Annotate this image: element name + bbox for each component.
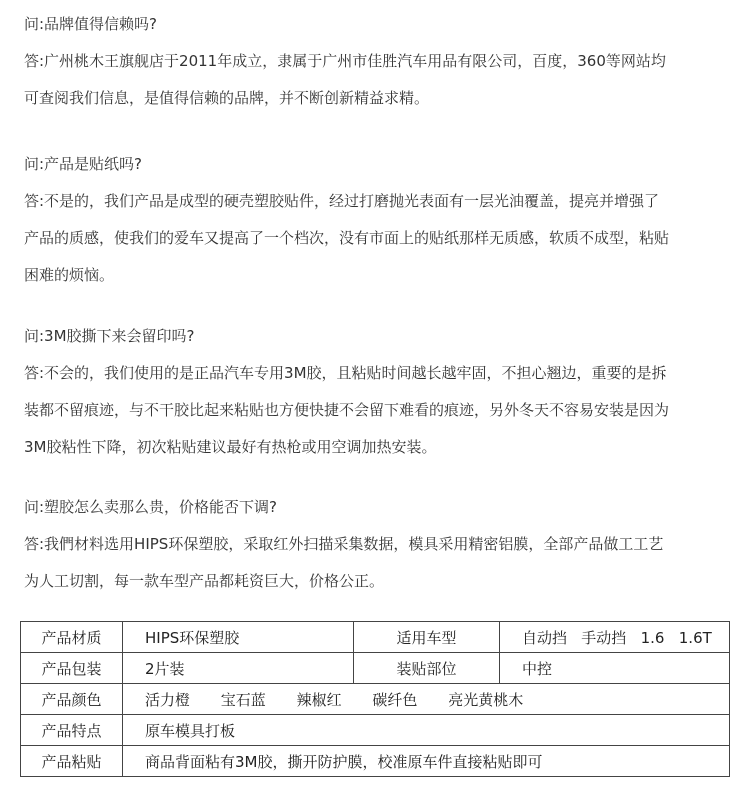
faq-answer-line: 装都不留痕迹，与不干胶比起来粘贴也方便快捷不会留下难看的痕迹，另外冬天不容易安装是因为	[24, 401, 670, 419]
feature-value: 原车模具打板	[123, 715, 730, 746]
color-option: 活力橙	[145, 690, 191, 709]
color-label: 产品颜色	[21, 684, 123, 715]
paste-value: 商品背面粘有3M胶，撕开防护膜，校准原车件直接粘贴即可	[123, 746, 730, 777]
material-label: 产品材质	[21, 622, 123, 653]
faq-question: 问:品牌值得信赖吗?	[24, 15, 158, 33]
faq-answer-line: 产品的质感，使我们的爱车又提高了一个档次，没有市面上的贴纸那样无质感，软质不成型，粘贴	[24, 229, 670, 247]
package-value: 2片装	[123, 653, 354, 684]
position-value: 中控	[500, 653, 730, 684]
faq-answer-line: 答:不是的，我们产品是成型的硬壳塑胶贴件，经过打磨抛光表面有一层光油覆盖，提亮并增强了	[24, 192, 660, 210]
faq-answer-line: 答:广州桃木王旗舰店于2011年成立，隶属于广州市佳胜汽车用品有限公司，百度，360等网站均	[24, 52, 666, 70]
position-label: 装贴部位	[354, 653, 500, 684]
faq-item-3m-glue	[24, 318, 734, 466]
faq-answer-line: 为人工切割，每一款车型产品都耗资巨大，价格公正。	[24, 572, 385, 590]
faq-answer-line: 答:我們材料选用HIPS环保塑胶，采取红外扫描采集数据，模具采用精密铝膜，全部产品做工工艺	[24, 535, 664, 553]
table-row	[21, 746, 730, 777]
faq-answer-line: 可查阅我们信息，是值得信赖的品牌，并不断创新精益求精。	[24, 89, 430, 107]
color-option: 宝石蓝	[220, 690, 266, 709]
faq-answer-line: 困难的烦恼。	[24, 266, 115, 284]
applicable-value: 自动挡 手动挡 1.6 1.6T	[500, 622, 730, 653]
material-value: HIPS环保塑胶	[123, 622, 354, 653]
table-row	[21, 622, 730, 653]
faq-item-price	[24, 489, 734, 600]
applicable-label: 适用车型	[354, 622, 500, 653]
paste-label: 产品粘贴	[21, 746, 123, 777]
faq-question: 问:3M胶撕下来会留印吗?	[24, 327, 195, 345]
package-label: 产品包装	[21, 653, 123, 684]
color-option: 亮光黄桃木	[448, 690, 524, 709]
table-row	[21, 653, 730, 684]
table-row	[21, 684, 730, 715]
color-values	[123, 684, 730, 715]
feature-label: 产品特点	[21, 715, 123, 746]
spec-table	[20, 621, 730, 777]
faq-answer-line: 答:不会的，我们使用的是正品汽车专用3M胶，且粘贴时间越长越牢固，不担心翘边，重要的是拆	[24, 364, 667, 382]
faq-item-sticker	[24, 146, 734, 294]
color-option: 碳纤色	[372, 690, 418, 709]
faq-answer-line: 3M胶粘性下降，初次粘贴建议最好有热枪或用空调加热安装。	[24, 438, 437, 456]
table-row	[21, 715, 730, 746]
faq-question: 问:产品是贴纸吗?	[24, 155, 143, 173]
faq-question: 问:塑胶怎么卖那么贵，价格能否下调?	[24, 498, 278, 516]
faq-item-brand	[24, 6, 734, 117]
color-option: 辣椒红	[296, 690, 342, 709]
